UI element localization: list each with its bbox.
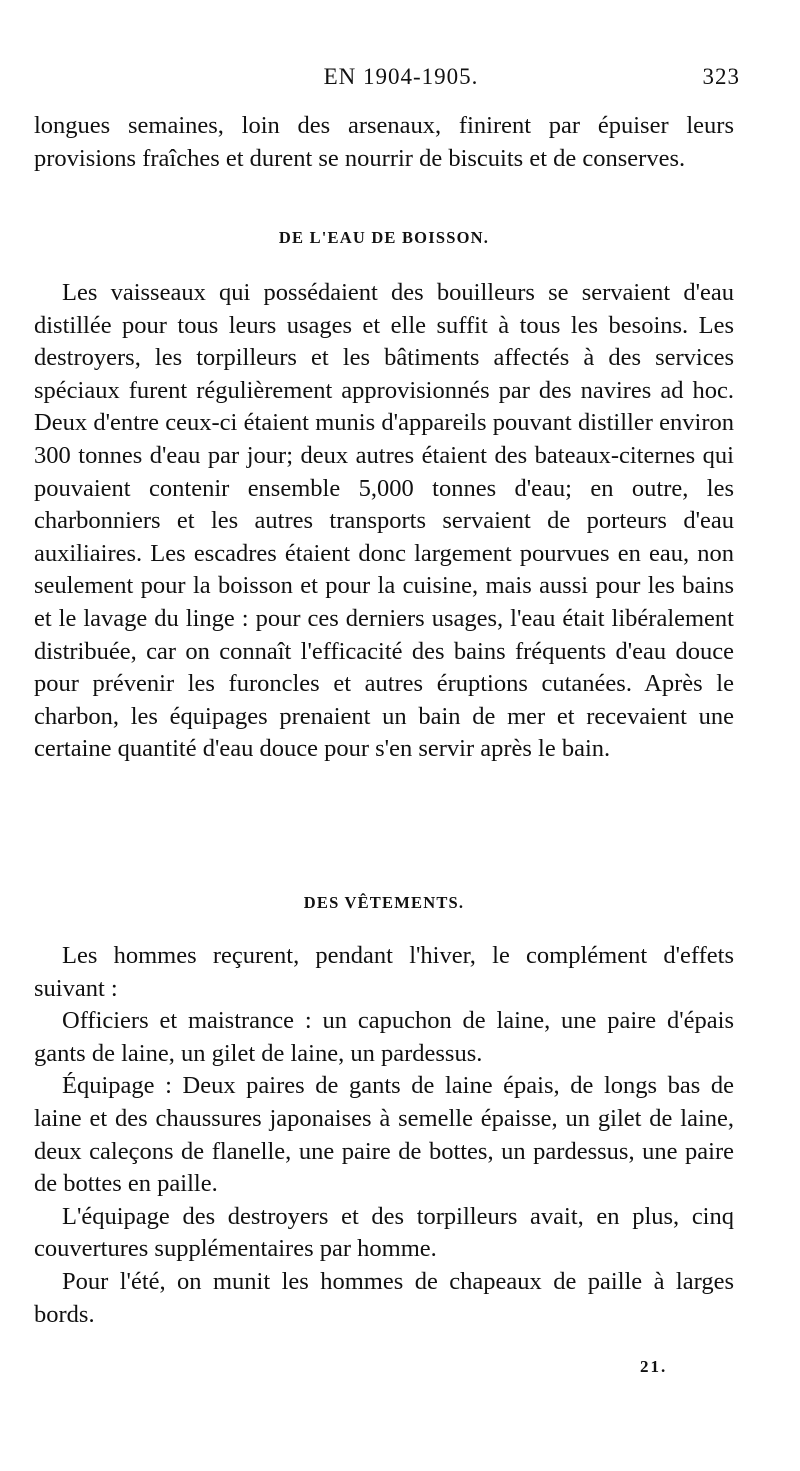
running-title: EN 1904-1905. (323, 64, 479, 89)
section-heading-water: DE L'EAU DE BOISSON. (278, 228, 490, 247)
water-paragraph: Les vaisseaux qui possédaient des bouilleurs se servaient d'eau distillée pour tous leurs usages et elle suffit à tous les besoins. Les destroyers, les torpilleurs et les bâtiments affectés à des services spéciaux furent régulièrement approvisionnés par des navires ad hoc. Deux d'entre ceux-ci étaient munis d'appareils pouvant distiller environ 300 tonnes d'eau par jour; deux autres étaient des bateaux-citernes qui pouvaient contenir ensemble 5,000 tonnes d'eau; en outre, les charbonniers et les autres transports servaient de porteurs d'eau auxiliaires. Les escadres étaient donc largement pourvues en eau, non seulement pour la boisson et pour la cuisine, mais aussi pour les bains et le lavage du linge : pour ces derniers usages, l'eau était libéralement distribuée, car on connaît l'efficacité des bains fréquents d'eau douce pour prévenir les furoncles et autres éruptions cutanées. Après le charbon, les équipages prenaient un bain de mer et recevaient une certaine quantité d'eau douce pour s'en servir après le bain. (34, 279, 734, 763)
intro-paragraph: longues semaines, loin des arsenaux, finirent par épuiser leurs provisions fraîches et durent se nourrir de biscuits et de conserves. (34, 112, 734, 172)
signature-mark: 21. (640, 1357, 668, 1376)
clothing-paragraph-officers: Officiers et maistrance : un capuchon de laine, une paire d'épais gants de laine, un gilet de laine, un pardessus. (34, 1007, 734, 1067)
page-number: 323 (702, 64, 740, 89)
clothing-paragraph-summer: Pour l'été, on munit les hommes de chapeaux de paille à larges bords. (34, 1267, 734, 1328)
intro-text-block (34, 110, 734, 175)
water-text-block (34, 277, 734, 766)
clothing-paragraph-destroyers: L'équipage des destroyers et des torpilleurs avait, en plus, cinq couvertures supplémentaires par homme. (34, 1202, 734, 1263)
clothing-paragraph-crew: Équipage : Deux paires de gants de laine épais, de longs bas de laine et des chaussures japonaises à semelle épaisse, un gilet de laine, deux caleçons de flanelle, une paire de bottes, un pardessus, une paire de bottes en paille. (34, 1072, 734, 1198)
running-head (62, 64, 740, 96)
section-heading-clothing: DES VÊTEMENTS. (303, 893, 465, 912)
clothing-paragraph-intro: Les hommes reçurent, pendant l'hiver, le complément d'effets suivant : (34, 942, 734, 1002)
clothing-text-block (34, 940, 734, 1331)
